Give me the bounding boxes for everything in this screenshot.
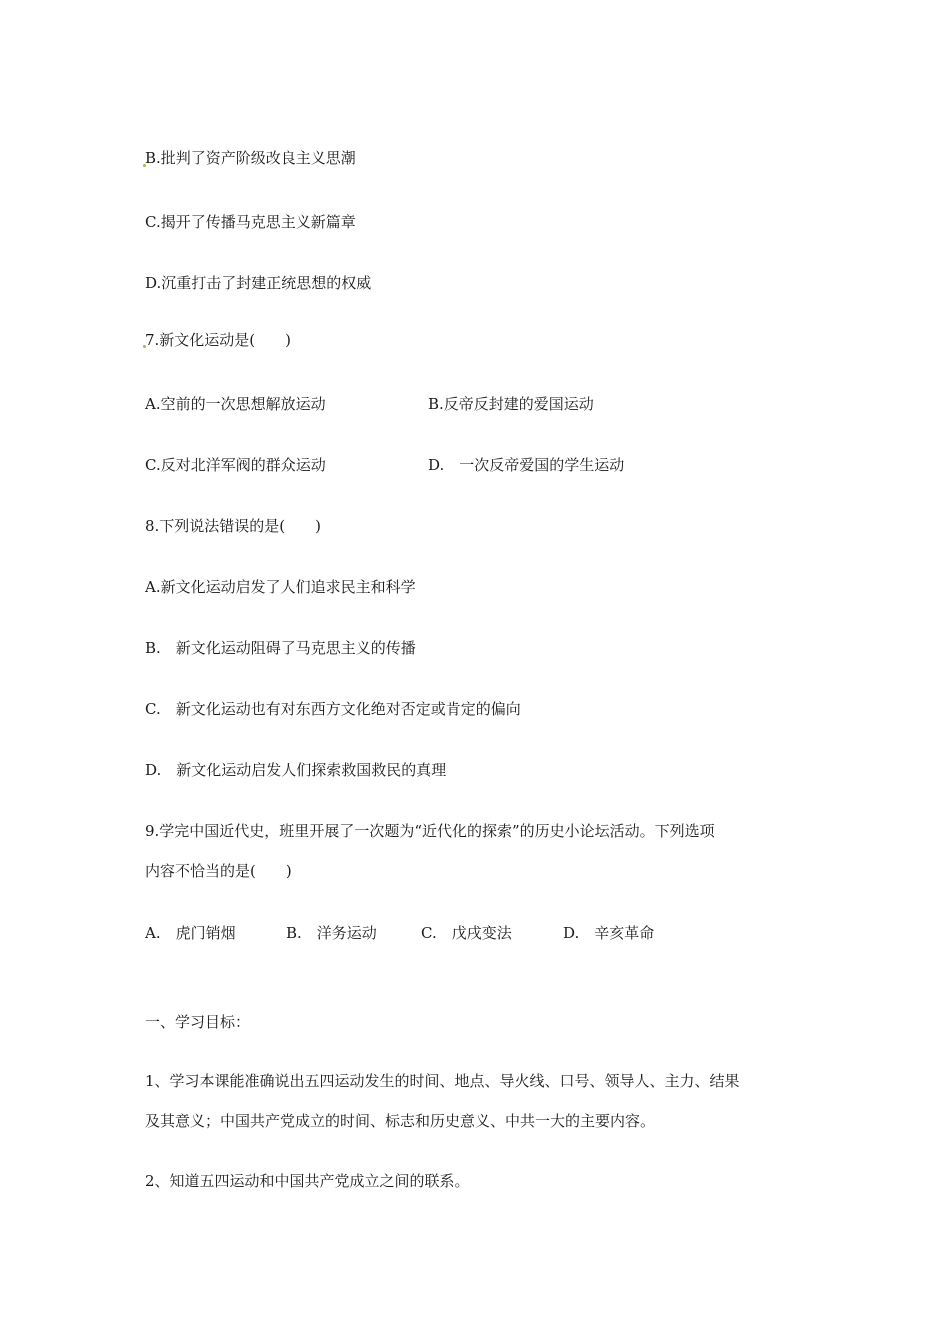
- goals-heading: 一、学习目标：: [145, 1013, 251, 1031]
- q9-option-a: A. 虎门销烟: [145, 924, 236, 942]
- goal-2: 2、知道五四运动和中国共产党成立之间的联系。: [145, 1172, 470, 1190]
- q7-option-c: C.反对北洋军阀的群众运动: [145, 456, 326, 474]
- q7-option-d: D. 一次反帝爱国的学生运动: [428, 456, 625, 474]
- q9-stem-line1: 9.学完中国近代史，班里开展了一次题为“近代化的探索”的历史小论坛活动。下列选项: [145, 822, 715, 840]
- q8-option-a: A.新文化运动启发了人们追求民主和科学: [145, 578, 416, 596]
- q9-option-c: C. 戊戌变法: [421, 924, 512, 942]
- q8-option-c: C. 新文化运动也有对东西方文化绝对否定或肯定的偏向: [145, 700, 521, 718]
- q7-option-b: B.反帝反封建的爱国运动: [428, 395, 594, 413]
- q6-option-c: C.揭开了传播马克思主义新篇章: [145, 213, 356, 231]
- q8-option-d: D. 新文化运动启发人们探索救国救民的真理: [145, 761, 447, 779]
- q9-option-d: D. 辛亥革命: [563, 924, 655, 942]
- q6-option-d: D.沉重打击了封建正统思想的权威: [145, 274, 372, 292]
- q8-option-b: B. 新文化运动阻碍了马克思主义的传播: [145, 639, 416, 657]
- q7-stem: 7.新文化运动是( ): [145, 331, 292, 349]
- goal-1-line2: 及其意义；中国共产党成立的时间、标志和历史意义、中共一大的主要内容。: [145, 1112, 656, 1130]
- q7-option-a: A.空前的一次思想解放运动: [145, 395, 326, 413]
- q9-option-b: B. 洋务运动: [286, 924, 377, 942]
- q8-stem: 8.下列说法错误的是( ): [145, 517, 322, 535]
- q6-option-b: B.批判了资产阶级改良主义思潮: [145, 149, 356, 167]
- q9-stem-line2: 内容不恰当的是( ): [145, 862, 292, 880]
- goal-1-line1: 1、学习本课能准确说出五四运动发生的时间、地点、导火线、口号、领导人、主力、结果: [145, 1072, 740, 1090]
